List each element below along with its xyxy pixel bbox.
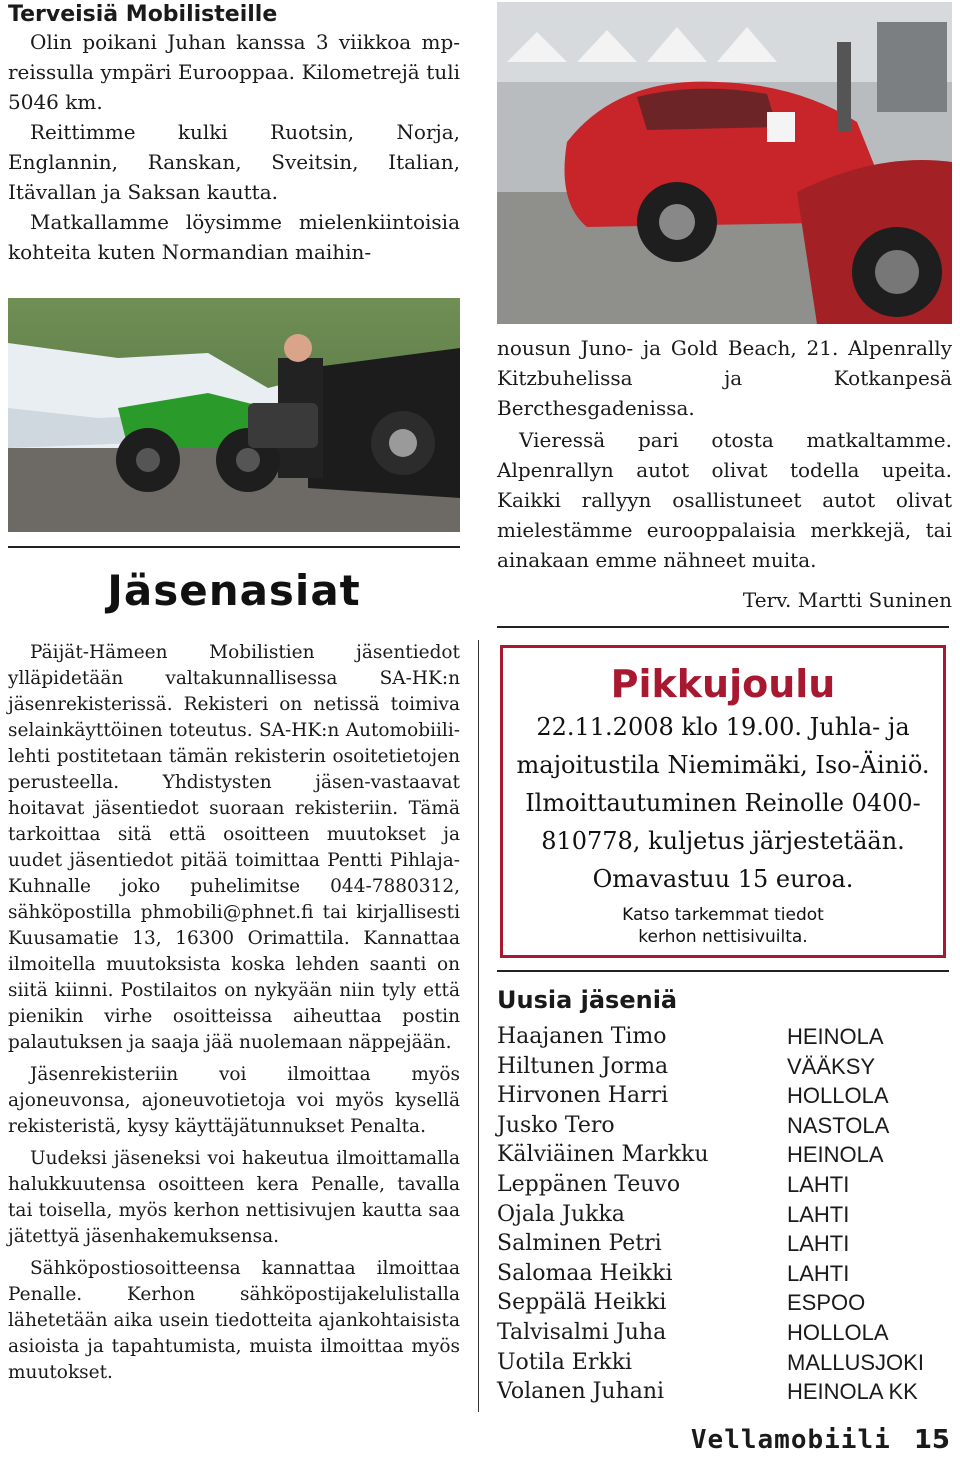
divider: [497, 970, 949, 972]
member-city: LAHTI: [787, 1201, 850, 1227]
divider: [8, 546, 460, 548]
page-number: 15: [913, 1425, 950, 1455]
article-paragraph: Olin poikani Juhan kanssa 3 viikkoa mp-reissulla ympäri Eurooppaa. Kilometrejä tuli 5046 km.: [8, 30, 460, 114]
jasenasiat-body: [8, 640, 460, 1386]
member-city: LAHTI: [787, 1231, 850, 1257]
pikkujoulu-line: majoitustila Niemimäki, Iso-Äiniö.: [516, 751, 930, 779]
member-city: LAHTI: [787, 1171, 850, 1197]
jasenasiat-paragraph: Päijät-Hämeen Mobilistien jäsentiedot ylläpidetään valtakunnallisessa SA-HK:n jäsenrekisterissä. Rekisteri on netissä toimiva selainkäyttöinen toteutus. SA-HK:n Automobiili-lehti postitetaan tämän rekisterin osoitetietojen perusteella. Yhdistysten jäsen-vastaavat hoitavat jäsentiedot suoraan rekisteriin. Tämä tarkoittaa sitä että osoitteen muutokset ja uudet jäsentiedot pitää toimittaa Pentti Pihlaja-Kuhnalle joko puhelimitse 044-7880312, sähköpostilla phmobili@phnet.fi tai kirjallisesti Kuusamatie 13, 16300 Orimattila. Kannattaa ilmoitella muutoksista koska lehden saanti on siitä kiinni. Postilaitos on nykyään niin tyly että pienikin virhe osoitteissa aiheuttaa postin palautuksen ja saaja jää nuolemaan näppejään.: [8, 642, 460, 1053]
member-name: Hiltunen Jorma: [497, 1053, 669, 1079]
section-title: Jäsenasiat: [107, 566, 361, 615]
page-footer: [691, 1425, 950, 1455]
member-row: [497, 1052, 957, 1082]
article-signature: Terv. Martti Suninen: [742, 588, 952, 612]
member-row: [497, 1022, 957, 1052]
member-name: Talvisalmi Juha: [497, 1319, 667, 1345]
member-city: MALLUSJOKI: [787, 1349, 924, 1375]
member-name: Leppänen Teuvo: [497, 1171, 681, 1197]
member-name: Jusko Tero: [497, 1112, 615, 1138]
article-continued: [497, 333, 952, 615]
article-title: Terveisiä Mobilisteille: [8, 2, 278, 27]
member-row: [497, 1140, 957, 1170]
member-city: LAHTI: [787, 1260, 850, 1286]
member-city: HEINOLA KK: [787, 1379, 918, 1405]
member-row: [497, 1348, 957, 1378]
magazine-name: Vellamobiili: [690, 1425, 891, 1455]
member-name: Salomaa Heikki: [497, 1260, 673, 1286]
member-name: Seppälä Heikki: [497, 1290, 667, 1316]
jasenasiat-paragraph: Uudeksi jäseneksi voi hakeutua ilmoittamalla halukkuutensa osoitteen kera Penalle, tavalla tai toisella, myös kerhon nettisivujen kautta saa jätettyä jäsenhakemuksensa.: [8, 1148, 460, 1247]
member-city: ESPOO: [787, 1290, 866, 1316]
pikkujoulu-line: 22.11.2008 klo 19.00. Juhla- ja: [536, 713, 910, 741]
motorcycle-photo: [8, 298, 460, 532]
member-name: Volanen Juhani: [497, 1379, 665, 1405]
pikkujoulu-line: Ilmoittautuminen Reinolle 0400-: [525, 789, 921, 817]
member-row: [497, 1200, 957, 1230]
member-city: VÄÄKSY: [787, 1053, 876, 1079]
article-paragraph: Reittimme kulki Ruotsin, Norja, Englannin, Ranskan, Sveitsin, Italian, Itävallan ja Saksan kautta.: [8, 120, 460, 204]
member-row: [497, 1081, 957, 1111]
member-name: Hirvonen Harri: [497, 1083, 669, 1109]
member-row: [497, 1170, 957, 1200]
member-city: HEINOLA: [787, 1142, 884, 1168]
divider: [497, 626, 949, 628]
member-row: [497, 1229, 957, 1259]
article-paragraph: Matkallamme löysimme mielenkiintoisia kohteita kuten Normandian maihin-: [8, 210, 460, 264]
rally-car-photo: [497, 2, 952, 324]
member-row: [497, 1288, 957, 1318]
member-city: HOLLOLA: [787, 1083, 889, 1109]
member-city: HEINOLA: [787, 1024, 884, 1049]
member-row: [497, 1377, 957, 1407]
member-city: NASTOLA: [787, 1112, 890, 1138]
jasenasiat-paragraph: Sähköpostiosoitteensa kannattaa ilmoittaa Penalle. Kerhon sähköpostijakelulistalla lähetetään aika usein tiedotteita ajankohtaisista asioista ja tapahtumista, muista ilmoittaa myös muutokset.: [8, 1258, 460, 1383]
member-name: Kälviäinen Markku: [497, 1142, 709, 1168]
pikkujoulu-line: Omavastuu 15 euroa.: [592, 865, 854, 893]
member-name: Uotila Erkki: [497, 1349, 633, 1375]
pikkujoulu-box: [500, 645, 946, 958]
member-row: [497, 1111, 957, 1141]
jasenasiat-paragraph: Jäsenrekisteriin voi ilmoittaa myös ajoneuvonsa, ajoneuvotietoja voi myös kysellä rekisteristä, kysy käyttäjätunnukset Penalta.: [8, 1064, 460, 1137]
member-name: Salminen Petri: [497, 1231, 662, 1257]
member-row: [497, 1259, 957, 1289]
pikkujoulu-note: Katso tarkemmat tiedot kerhon nettisivuilta.: [622, 905, 824, 947]
new-members-list: [497, 1022, 957, 1407]
pikkujoulu-line: 810778, kuljetus järjestetään.: [541, 827, 905, 855]
article-intro: [8, 2, 460, 267]
article-paragraph: nousun Juno- ja Gold Beach, 21. Alpenrally Kitzbuhelissa ja Kotkanpesä Bercthesgadenissa.: [497, 336, 952, 420]
column-divider: [478, 640, 479, 1412]
member-row: [497, 1318, 957, 1348]
member-name: Haajanen Timo: [497, 1024, 667, 1049]
member-city: HOLLOLA: [787, 1319, 889, 1345]
member-name: Ojala Jukka: [497, 1201, 625, 1227]
new-members-title: Uusia jäseniä: [497, 986, 678, 1014]
article-paragraph: Vieressä pari otosta matkaltamme. Alpenrallyn autot olivat todella upeita. Kaikki rallyyn osallistuneet autot olivat mielestämme eurooppalaisia merkkejä, tai ainakaan emme nähneet muita.: [497, 428, 952, 572]
jasenasiat-banner: [8, 566, 460, 632]
pikkujoulu-title: Pikkujoulu: [610, 662, 836, 706]
